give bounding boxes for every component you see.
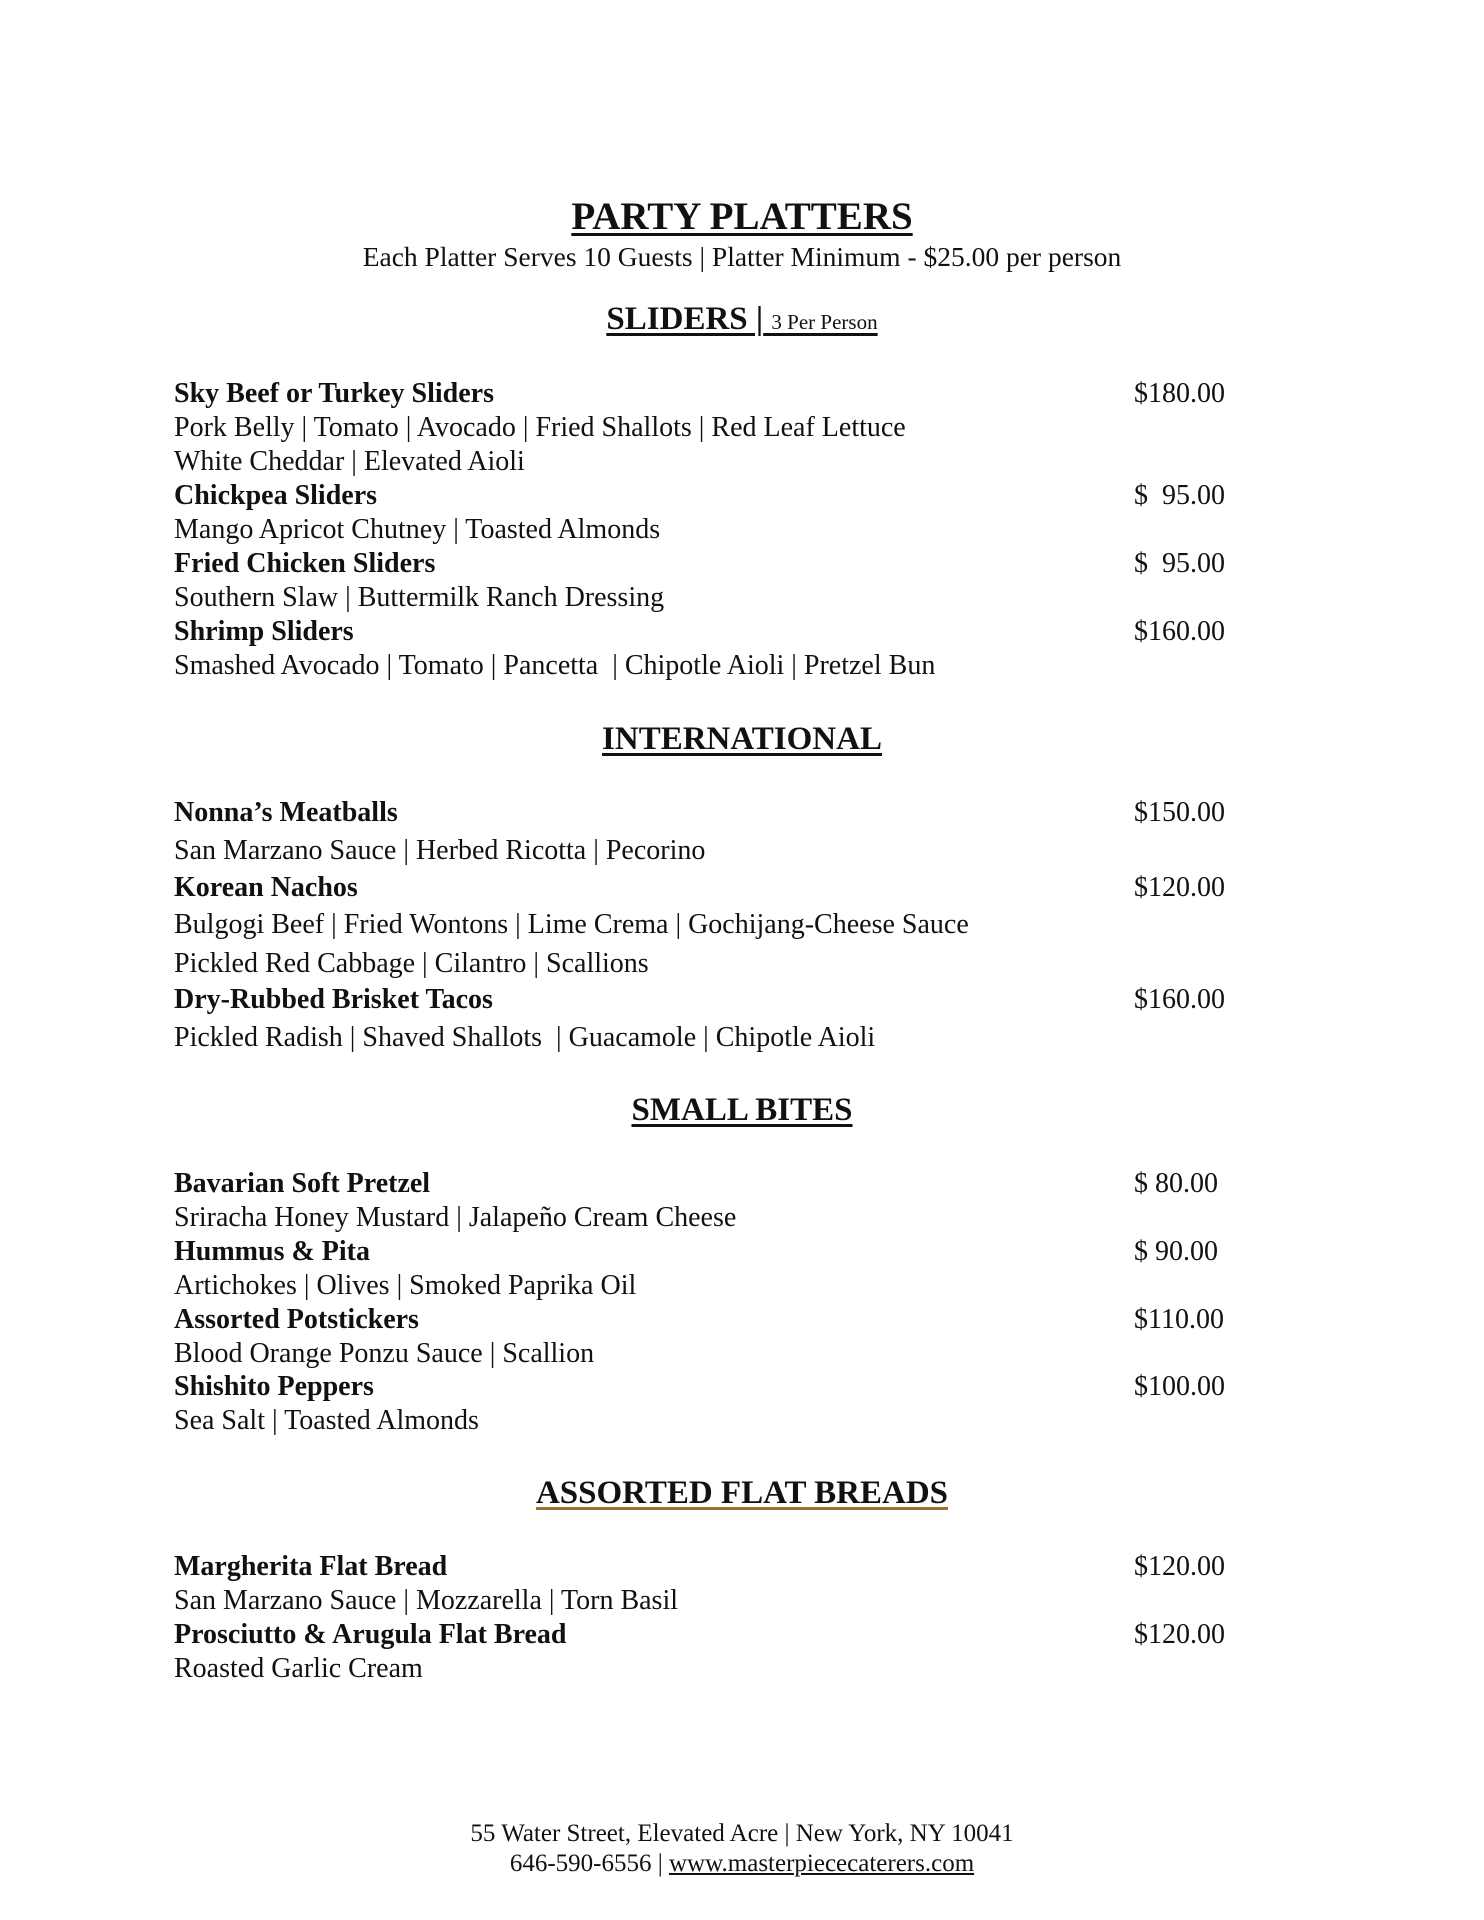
menu-item-name: Fried Chicken Sliders [174, 548, 436, 579]
menu-item-price: $120.00 [1134, 872, 1225, 903]
menu-item-price: $160.00 [1134, 616, 1225, 647]
menu-item-name: Chickpea Sliders [174, 480, 378, 511]
menu-item-description: Smashed Avocado | Tomato | Pancetta | Chipotle Aioli | Pretzel Bun [174, 650, 936, 681]
menu-item-description: San Marzano Sauce | Mozzarella | Torn Basil [174, 1585, 679, 1616]
menu-item-price: $ 95.00 [1134, 548, 1225, 579]
footer-phone: 646-590-6556 | [509, 1850, 663, 1877]
menu-item-price: $ 80.00 [1134, 1168, 1218, 1199]
menu-item-description: Sriracha Honey Mustard | Jalapeño Cream Cheese [174, 1202, 737, 1233]
menu-item-price: $ 90.00 [1134, 1236, 1218, 1267]
menu-item-description: Sea Salt | Toasted Almonds [174, 1405, 479, 1436]
menu-item-description: Roasted Garlic Cream [174, 1653, 423, 1684]
menu-item-name: Sky Beef or Turkey Sliders [174, 378, 494, 409]
menu-item-name: Dry-Rubbed Brisket Tacos [174, 984, 493, 1015]
menu-item-description: Pickled Red Cabbage | Cilantro | Scallions [174, 948, 649, 979]
menu-item-name: Shishito Peppers [174, 1371, 374, 1402]
menu-item-description: Blood Orange Ponzu Sauce | Scallion [174, 1338, 595, 1369]
menu-item-price: $120.00 [1134, 1619, 1225, 1650]
menu-item-description: White Cheddar | Elevated Aioli [174, 446, 525, 477]
page-subtitle: Each Platter Serves 10 Guests | Platter Minimum - $25.00 per person [362, 241, 1122, 272]
menu-item-name: Korean Nachos [174, 872, 358, 903]
menu-item-name: Bavarian Soft Pretzel [174, 1168, 431, 1199]
page-title: PARTY PLATTERS [571, 195, 913, 238]
menu-item-price: $120.00 [1134, 1551, 1225, 1582]
footer-website-link[interactable]: www.masterpiececaterers.com [668, 1850, 975, 1877]
menu-item-price: $150.00 [1134, 797, 1225, 828]
section-heading-flat-breads: ASSORTED FLAT BREADS [535, 1475, 949, 1511]
menu-item-description: San Marzano Sauce | Herbed Ricotta | Pecorino [174, 835, 706, 866]
menu-item-description: Mango Apricot Chutney | Toasted Almonds [174, 514, 661, 545]
menu-item-name: Hummus & Pita [174, 1236, 370, 1267]
menu-item-description: Pork Belly | Tomato | Avocado | Fried Shallots | Red Leaf Lettuce [174, 412, 906, 443]
section-heading-international: INTERNATIONAL [602, 721, 882, 757]
section-heading-small-bites: SMALL BITES [631, 1092, 853, 1128]
menu-item-description: Pickled Radish | Shaved Shallots | Guacamole | Chipotle Aioli [174, 1022, 876, 1053]
menu-item-description: Bulgogi Beef | Fried Wontons | Lime Crema | Gochijang-Cheese Sauce [174, 909, 969, 940]
menu-item-name: Shrimp Sliders [174, 616, 354, 647]
menu-item-name: Nonna’s Meatballs [174, 797, 398, 828]
menu-item-price: $160.00 [1134, 984, 1225, 1015]
sliders-serving-note: 3 Per Person [771, 310, 878, 334]
footer-contact [0, 1849, 1484, 1879]
footer-address: 55 Water Street, Elevated Acre | New York, NY 10041 [470, 1820, 1014, 1847]
menu-item-name: Prosciutto & Arugula Flat Bread [174, 1619, 567, 1650]
menu-item-price: $180.00 [1134, 378, 1225, 409]
section-heading-sliders: SLIDERS | 3 Per Person [606, 301, 878, 337]
menu-item-description: Southern Slaw | Buttermilk Ranch Dressing [174, 582, 665, 613]
menu-item-price: $110.00 [1134, 1304, 1224, 1335]
menu-item-price: $ 95.00 [1134, 480, 1225, 511]
menu-item-price: $100.00 [1134, 1371, 1225, 1402]
menu-item-description: Artichokes | Olives | Smoked Paprika Oil [174, 1270, 637, 1301]
menu-item-name: Assorted Potstickers [174, 1304, 419, 1335]
menu-item-name: Margherita Flat Bread [174, 1551, 448, 1582]
